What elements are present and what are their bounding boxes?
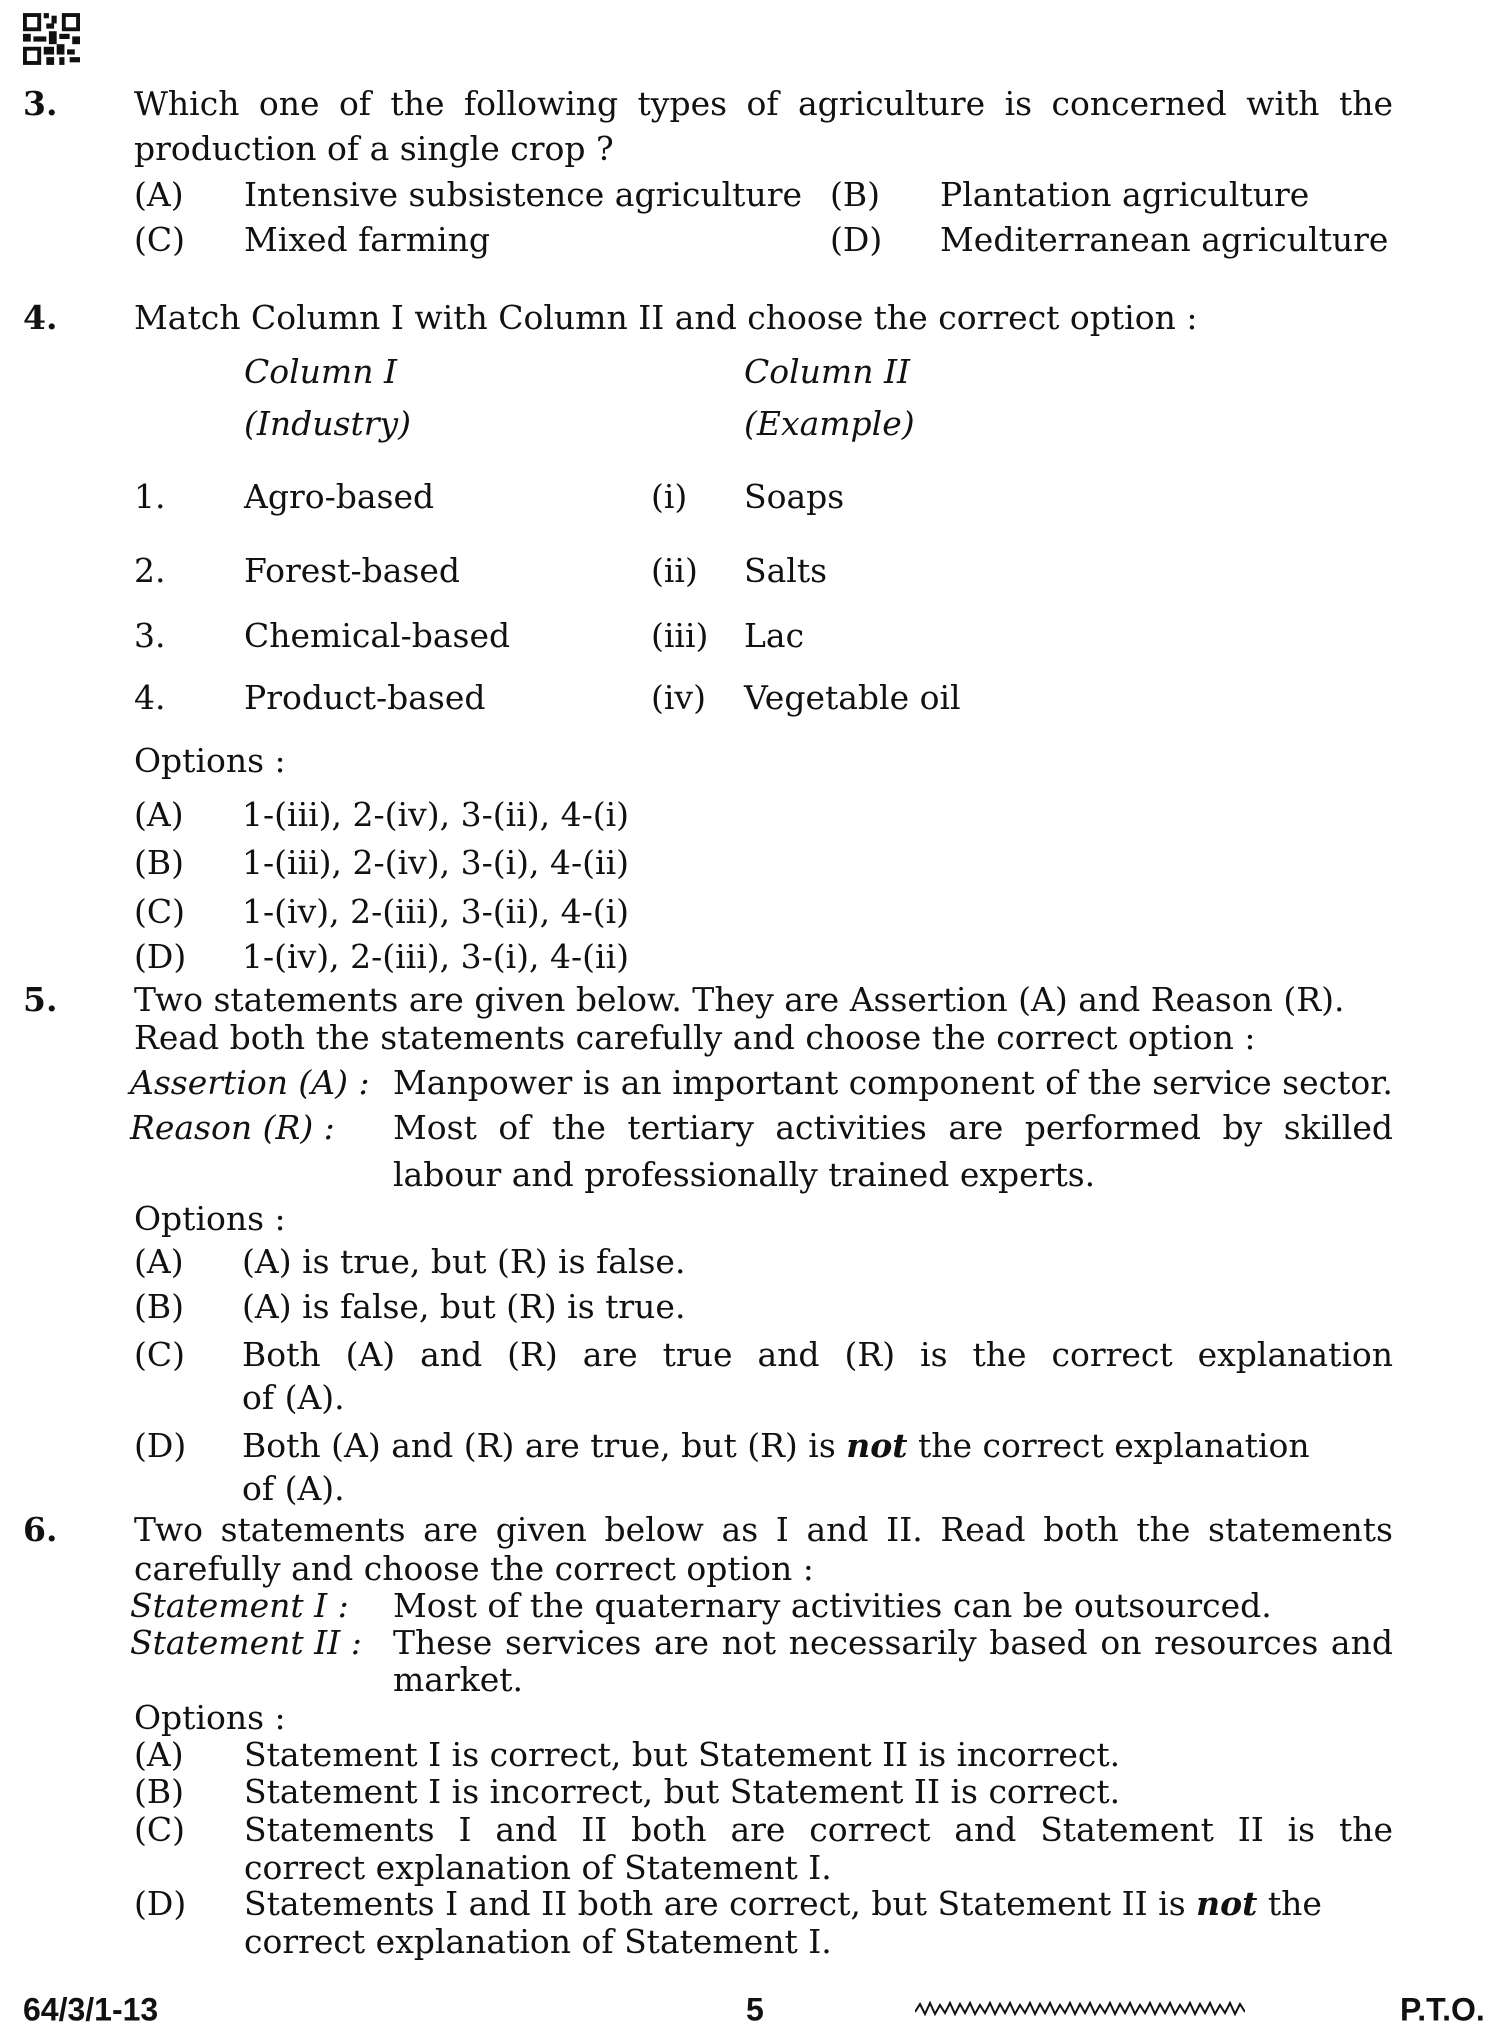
option-label: (D) xyxy=(134,1426,187,1465)
pto-label: P.T.O. xyxy=(1400,1991,1485,2028)
row-roman: (iii) xyxy=(651,616,709,655)
row-number: 4. xyxy=(134,678,166,717)
option-text: 1-(iv), 2-(iii), 3-(ii), 4-(i) xyxy=(242,892,630,931)
column-2-subheader: (Example) xyxy=(744,404,915,443)
row-example: Lac xyxy=(744,616,805,655)
option-text: correct explanation of Statement I. xyxy=(244,1848,832,1887)
question-text: Which one of the following types of agriculture is concerned with the xyxy=(134,84,1393,123)
option-label: (A) xyxy=(134,1242,184,1281)
row-item: Agro-based xyxy=(244,477,435,516)
assertion-text: Manpower is an important component of the service sector. xyxy=(393,1063,1393,1102)
page-number: 5 xyxy=(746,1991,764,2028)
column-1-subheader: (Industry) xyxy=(244,404,412,443)
row-roman: (ii) xyxy=(651,551,698,590)
option-label: (A) xyxy=(134,795,184,834)
row-number: 2. xyxy=(134,551,166,590)
qr-code-icon xyxy=(23,13,80,65)
reason-text: Most of the tertiary activities are performed by skilled xyxy=(393,1108,1393,1147)
statement-2-text: These services are not necessarily based on resources and xyxy=(393,1623,1393,1662)
row-item: Forest-based xyxy=(244,551,460,590)
reason-label: Reason (R) : xyxy=(130,1108,335,1147)
statement-2-label: Statement II : xyxy=(130,1623,362,1662)
option-label: (B) xyxy=(134,843,184,882)
option-text: 1-(iv), 2-(iii), 3-(i), 4-(ii) xyxy=(242,937,630,976)
statement-2-text: market. xyxy=(393,1660,524,1699)
row-example: Soaps xyxy=(744,477,845,516)
assertion-label: Assertion (A) : xyxy=(130,1063,370,1102)
option-label: (A) xyxy=(134,1735,184,1774)
question-number: 6. xyxy=(23,1510,58,1549)
options-label: Options : xyxy=(134,1698,286,1737)
option-text: Statements I and II both are correct and Statement II is the xyxy=(244,1810,1393,1849)
options-label: Options : xyxy=(134,1199,286,1238)
option-label: (D) xyxy=(134,1884,187,1923)
question-text: Two statements are given below. They are Assertion (A) and Reason (R). xyxy=(134,980,1345,1019)
option-label: (C) xyxy=(134,1810,185,1849)
row-number: 1. xyxy=(134,477,166,516)
reason-text: labour and professionally trained experts. xyxy=(393,1155,1096,1194)
option-label: (C) xyxy=(134,220,185,259)
paper-code: 64/3/1-13 xyxy=(23,1991,159,2028)
option-text: Intensive subsistence agriculture xyxy=(244,175,803,214)
option-text: of (A). xyxy=(242,1469,345,1508)
question-number: 5. xyxy=(23,980,58,1019)
row-item: Product-based xyxy=(244,678,486,717)
row-roman: (i) xyxy=(651,477,688,516)
question-number: 3. xyxy=(23,84,58,123)
option-text: Statement I is correct, but Statement II is incorrect. xyxy=(244,1735,1121,1774)
option-label: (C) xyxy=(134,1335,185,1374)
option-text: of (A). xyxy=(242,1378,345,1417)
option-text: Statements I and II both are correct, but Statement II is not the xyxy=(244,1884,1322,1923)
option-text: Both (A) and (R) are true and (R) is the correct explanation xyxy=(242,1335,1393,1374)
statement-1-text: Most of the quaternary activities can be outsourced. xyxy=(393,1586,1272,1625)
option-text: (A) is false, but (R) is true. xyxy=(242,1287,686,1326)
option-text: Mixed farming xyxy=(244,220,490,259)
row-number: 3. xyxy=(134,616,166,655)
row-item: Chemical-based xyxy=(244,616,511,655)
option-label: (B) xyxy=(134,1287,184,1326)
statement-1-label: Statement I : xyxy=(130,1586,349,1625)
option-text: Both (A) and (R) are true, but (R) is not the correct explanation xyxy=(242,1426,1310,1465)
option-label: (D) xyxy=(134,937,187,976)
option-text: correct explanation of Statement I. xyxy=(244,1922,832,1961)
option-label: (C) xyxy=(134,892,185,931)
column-2-header: Column II xyxy=(744,352,911,391)
emphasis-not: not xyxy=(1196,1884,1258,1923)
wavy-line-icon xyxy=(915,2000,1245,2018)
row-roman: (iv) xyxy=(651,678,706,717)
emphasis-not: not xyxy=(846,1426,908,1465)
question-text: Two statements are given below as I and II. Read both the statements xyxy=(134,1510,1393,1549)
option-text: 1-(iii), 2-(iv), 3-(ii), 4-(i) xyxy=(242,795,630,834)
column-1-header: Column I xyxy=(244,352,397,391)
question-text: production of a single crop ? xyxy=(134,129,614,168)
option-text: 1-(iii), 2-(iv), 3-(i), 4-(ii) xyxy=(242,843,630,882)
option-label: (B) xyxy=(830,175,880,214)
options-label: Options : xyxy=(134,741,286,780)
question-text: carefully and choose the correct option : xyxy=(134,1549,814,1588)
option-label: (A) xyxy=(134,175,184,214)
option-text: Plantation agriculture xyxy=(940,175,1310,214)
option-text: Statement I is incorrect, but Statement II is correct. xyxy=(244,1772,1121,1811)
option-text: (A) is true, but (R) is false. xyxy=(242,1242,686,1281)
row-example: Vegetable oil xyxy=(744,678,961,717)
question-text: Read both the statements carefully and choose the correct option : xyxy=(134,1018,1256,1057)
question-number: 4. xyxy=(23,298,58,337)
option-text: Mediterranean agriculture xyxy=(940,220,1389,259)
option-label: (D) xyxy=(830,220,883,259)
question-text: Match Column I with Column II and choose the correct option : xyxy=(134,298,1198,337)
option-label: (B) xyxy=(134,1772,184,1811)
row-example: Salts xyxy=(744,551,828,590)
